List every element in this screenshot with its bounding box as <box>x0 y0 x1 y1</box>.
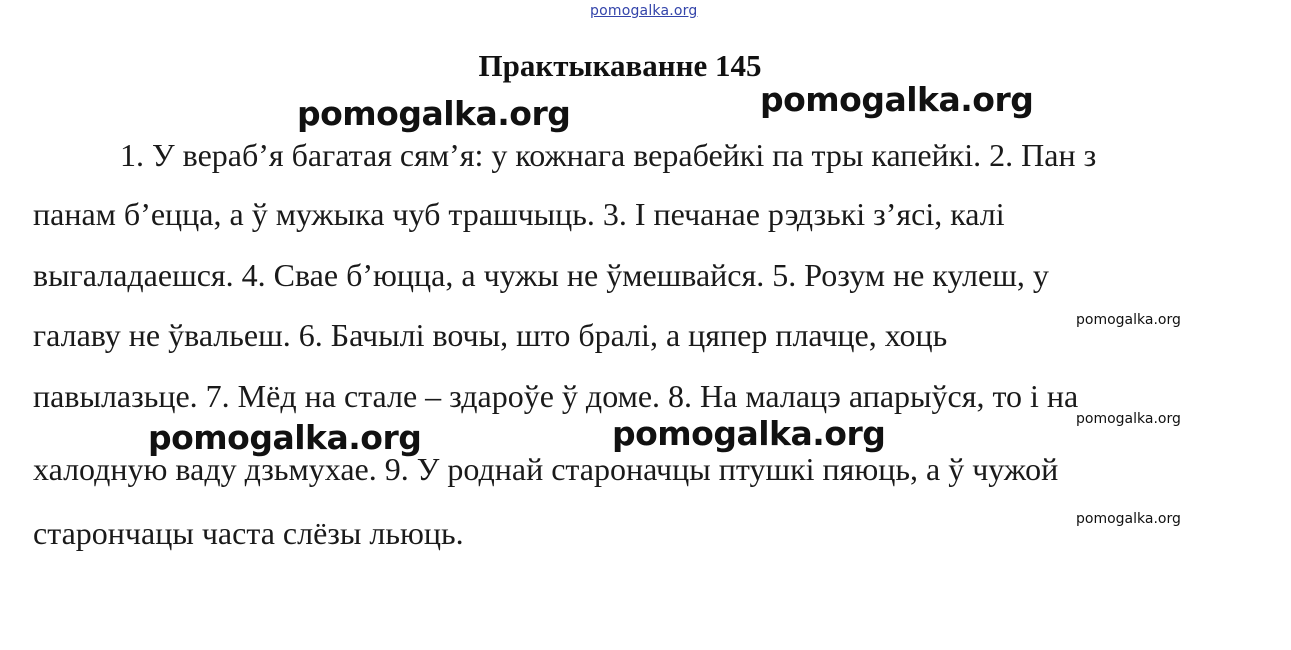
watermark-small: pomogalka.org <box>1076 411 1181 427</box>
site-link[interactable]: pomogalka.org <box>590 3 698 19</box>
text-line-4: галаву не ўвальеш. 6. Бачылі вочы, што бралі, а цяпер плачце, хоць <box>33 317 948 353</box>
watermark-large: pomogalka.org <box>148 418 422 457</box>
text-line-2: панам б’ецца, а ў мужыка чуб трашчыць. 3. І печанае рэдзькі з’ясі, калі <box>33 196 1005 232</box>
watermark-small: pomogalka.org <box>1076 511 1181 527</box>
watermark-small: pomogalka.org <box>1076 312 1181 328</box>
text-line-7: старончацы часта слёзы льюць. <box>33 515 464 551</box>
watermark-large: pomogalka.org <box>612 414 886 453</box>
exercise-title: Практыкаванне 145 <box>478 48 762 83</box>
text-line-3: выгаладаешся. 4. Свае б’юцца, а чужы не ўмешвайся. 5. Розум не кулеш, у <box>33 257 1049 293</box>
text-line-6: халодную ваду дзьмухае. 9. У роднай староначцы птушкі пяюць, а ў чужой <box>33 451 1059 487</box>
text-line-5: павылазьце. 7. Мёд на стале – здароўе ў доме. 8. На малацэ апарыўся, то і на <box>33 378 1079 414</box>
text-line-1: 1. У вераб’я багатая сям’я: у кожнага верабейкі па тры капейкі. 2. Пан з <box>120 137 1097 173</box>
watermark-large: pomogalka.org <box>760 80 1034 119</box>
watermark-large: pomogalka.org <box>297 94 571 133</box>
